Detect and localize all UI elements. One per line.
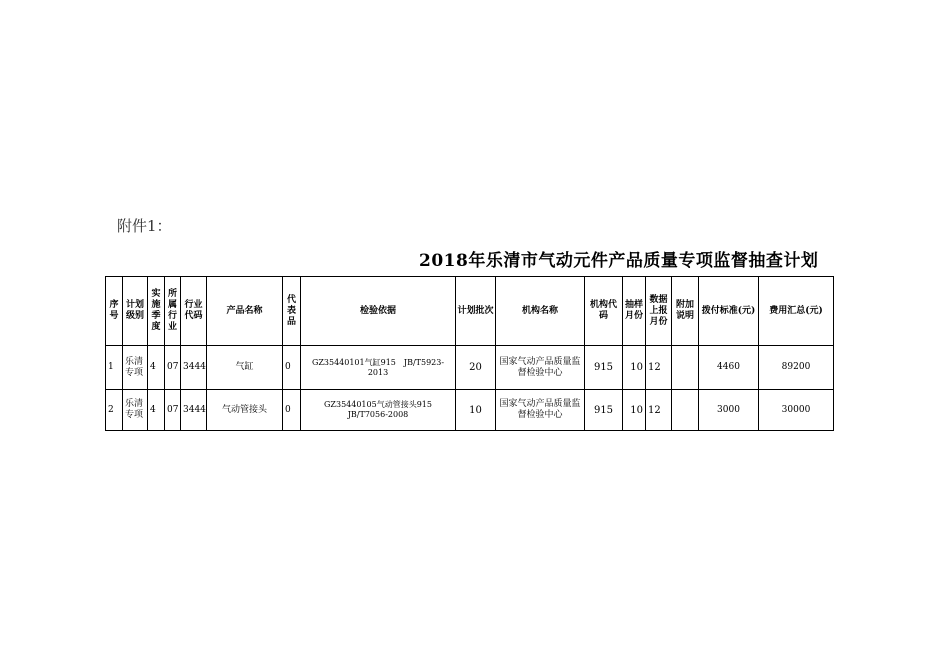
header-industry-code: 行业代码 bbox=[181, 277, 207, 346]
cell-fee-standard: 3000 bbox=[699, 390, 759, 431]
header-seq: 序号 bbox=[106, 277, 123, 346]
header-report-month: 数据上报月份 bbox=[646, 277, 672, 346]
cell-basis: GZ35440101气缸915 JB/T5923-2013 bbox=[301, 346, 456, 390]
header-sample-month: 抽样月份 bbox=[623, 277, 646, 346]
cell-representative: 0 bbox=[283, 390, 301, 431]
cell-report-month: 12 bbox=[646, 390, 672, 431]
cell-industry: 07 bbox=[165, 346, 181, 390]
cell-seq: 1 bbox=[106, 346, 123, 390]
cell-season: 4 bbox=[148, 346, 165, 390]
cell-batches: 20 bbox=[456, 346, 496, 390]
cell-basis: GZ35440105气动管接头915 JB/T7056-2008 bbox=[301, 390, 456, 431]
cell-industry: 07 bbox=[165, 390, 181, 431]
table-row bbox=[106, 346, 834, 390]
cell-fee-total: 30000 bbox=[759, 390, 834, 431]
header-product-name: 产品名称 bbox=[207, 277, 283, 346]
header-institution: 机构名称 bbox=[496, 277, 585, 346]
cell-institution: 国家气动产品质量监督检验中心 bbox=[496, 346, 585, 390]
cell-fee-standard: 4460 bbox=[699, 346, 759, 390]
cell-inst-code: 915 bbox=[585, 346, 623, 390]
header-basis: 检验依据 bbox=[301, 277, 456, 346]
cell-industry-code: 3444 bbox=[181, 346, 207, 390]
cell-notes bbox=[672, 390, 699, 431]
header-plan-level: 计划级别 bbox=[123, 277, 148, 346]
cell-fee-total: 89200 bbox=[759, 346, 834, 390]
cell-representative: 0 bbox=[283, 346, 301, 390]
plan-table bbox=[105, 276, 834, 431]
table-header-row bbox=[106, 277, 834, 346]
cell-inst-code: 915 bbox=[585, 390, 623, 431]
header-season: 实施季度 bbox=[148, 277, 165, 346]
cell-plan-level: 乐清专项 bbox=[123, 390, 148, 431]
header-fee-standard: 拨付标准(元) bbox=[699, 277, 759, 346]
header-representative: 代表品 bbox=[283, 277, 301, 346]
cell-institution: 国家气动产品质量监督检验中心 bbox=[496, 390, 585, 431]
cell-season: 4 bbox=[148, 390, 165, 431]
header-fee-total: 费用汇总(元) bbox=[759, 277, 834, 346]
header-inst-code: 机构代码 bbox=[585, 277, 623, 346]
cell-product-name: 气缸 bbox=[207, 346, 283, 390]
cell-batches: 10 bbox=[456, 390, 496, 431]
cell-report-month: 12 bbox=[646, 346, 672, 390]
document-title: 2018年乐清市气动元件产品质量专项监督抽查计划 bbox=[419, 251, 819, 271]
cell-product-name: 气动管接头 bbox=[207, 390, 283, 431]
cell-notes bbox=[672, 346, 699, 390]
cell-seq: 2 bbox=[106, 390, 123, 431]
cell-sample-month: 10 bbox=[623, 390, 646, 431]
cell-sample-month: 10 bbox=[623, 346, 646, 390]
attachment-label: 附件1： bbox=[117, 217, 172, 235]
header-industry: 所属行业 bbox=[165, 277, 181, 346]
cell-plan-level: 乐清专项 bbox=[123, 346, 148, 390]
header-notes: 附加说明 bbox=[672, 277, 699, 346]
cell-industry-code: 3444 bbox=[181, 390, 207, 431]
header-batches: 计划批次 bbox=[456, 277, 496, 346]
table-row bbox=[106, 390, 834, 431]
